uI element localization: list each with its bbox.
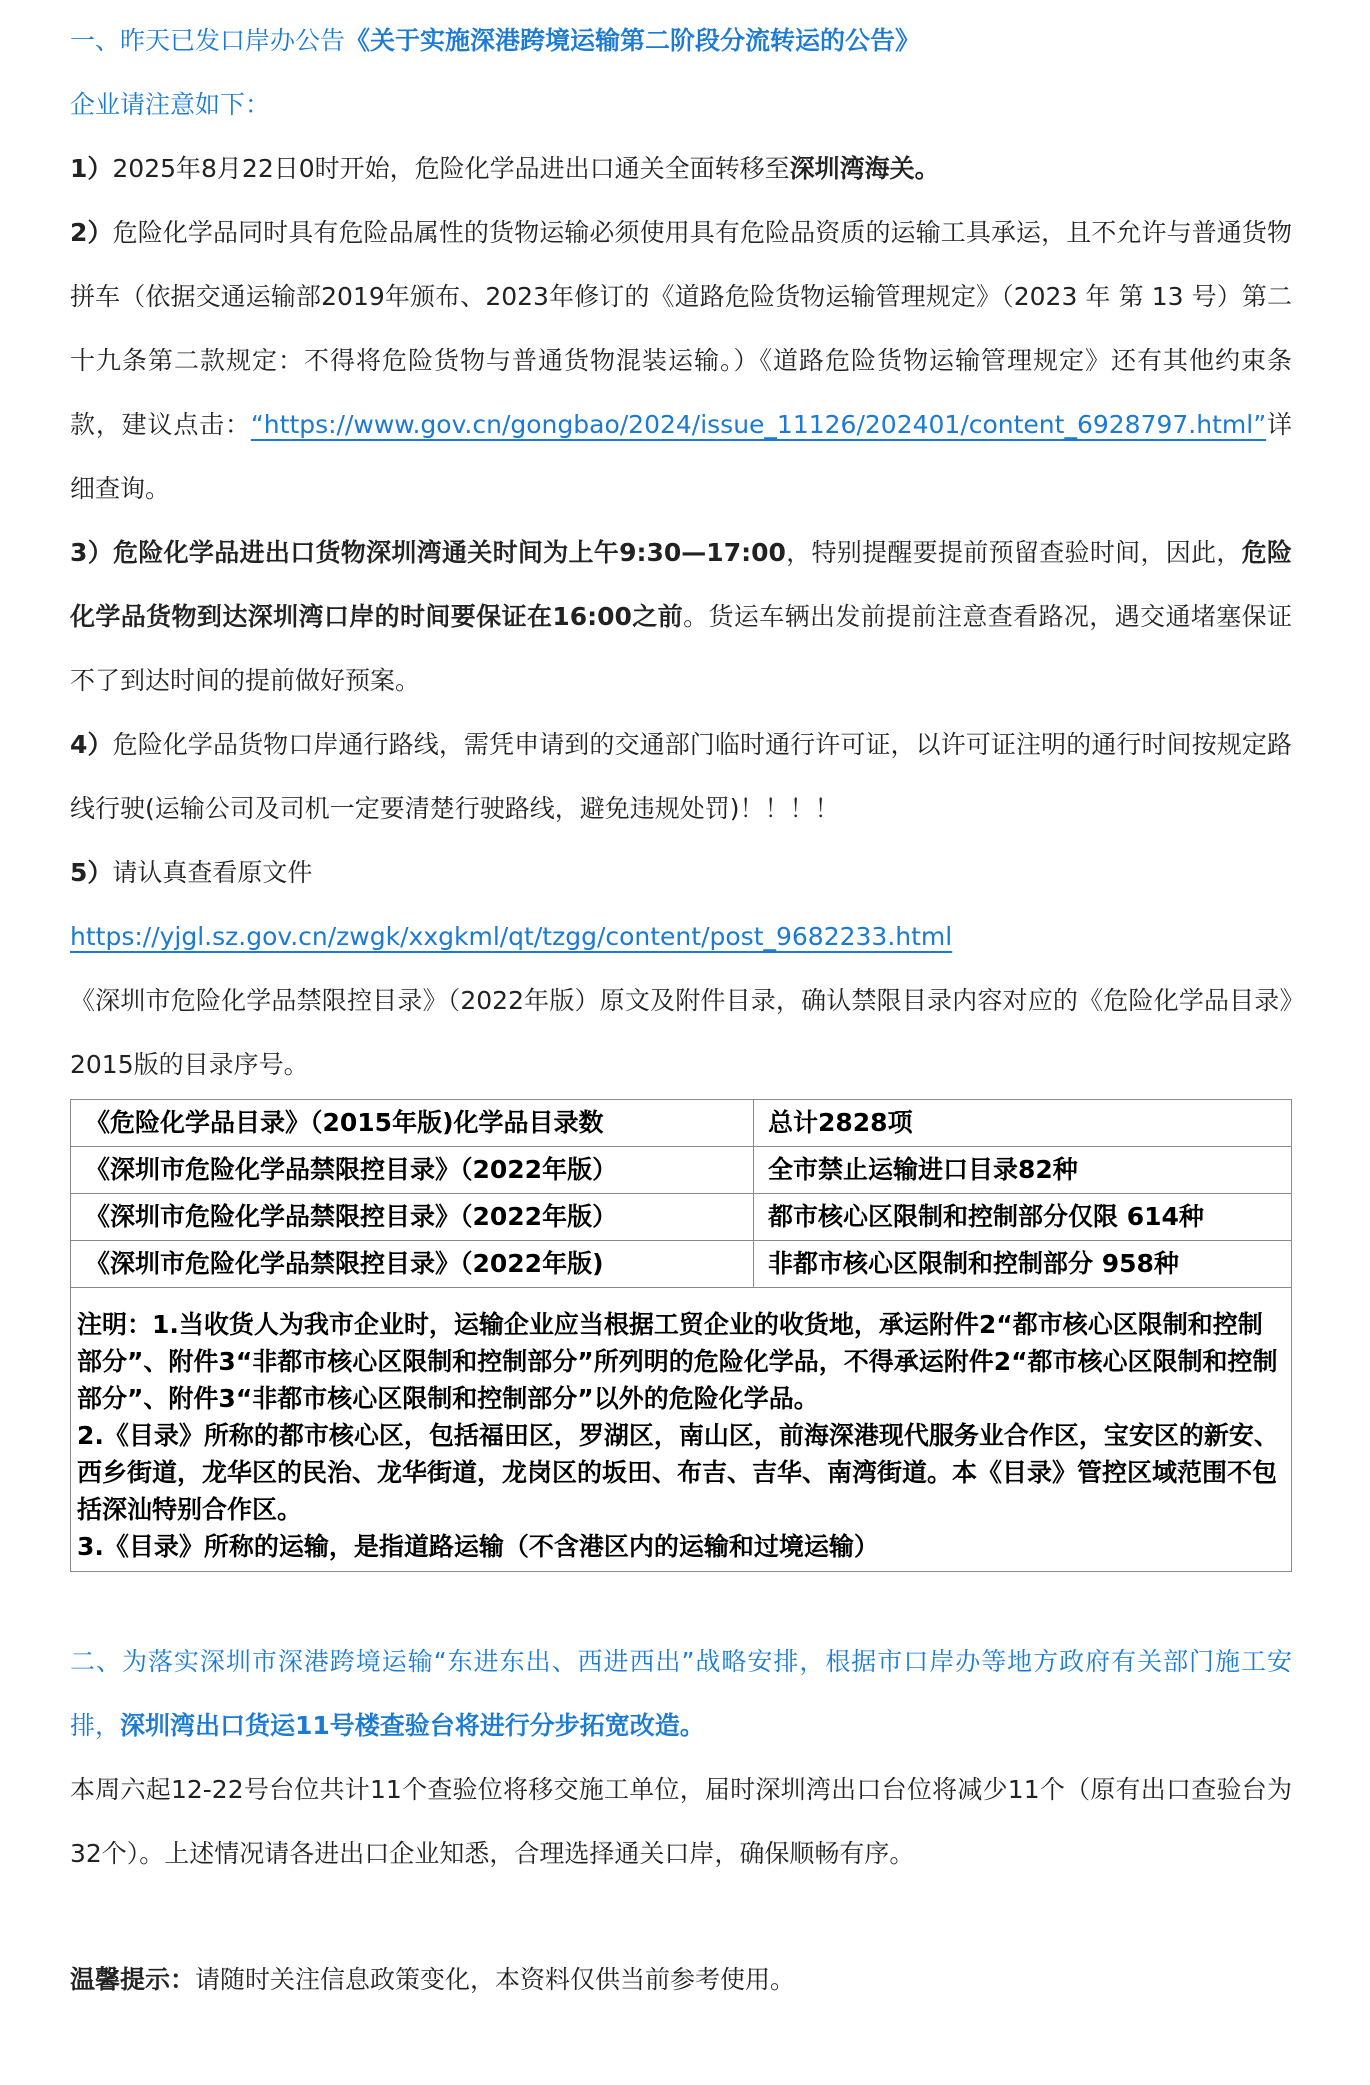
section1-heading-prefix: 一、昨天已发口岸办公告	[70, 26, 346, 55]
item-2-text: 危险化学品同时具有危险品属性的货物运输必须使用具有危险品资质的运输工具承运，且不允许与普通货物拼车（依据交通运输部2019年颁布、2023年修订的《道路危险货物运输管理规定》（2023 年 第 13 号）第二十九条第二款规定：不得将危险货物与普通货物混装运输。）《道路危险货物运输管理规定》还有其他约束条款，建议点击：	[70, 218, 1292, 439]
tip	[70, 1948, 1292, 2012]
item-4-number: 4）	[70, 730, 113, 759]
item-5-text: 请认真查看原文件	[112, 858, 313, 887]
section1-intro: 企业请注意如下：	[70, 90, 271, 119]
item-2-number: 2）	[70, 218, 113, 247]
item-5-link-line	[70, 905, 1292, 969]
section2-heading	[70, 1630, 1292, 1758]
item-4	[70, 713, 1292, 841]
section1-heading-title: 《关于实施深港跨境运输第二阶段分流转运的公告》	[345, 26, 921, 55]
table-cell-value: 非都市核心区限制和控制部分 958种	[754, 1241, 1292, 1288]
table-note-row	[71, 1288, 1292, 1572]
table-cell-value: 都市核心区限制和控制部分仅限 614种	[754, 1194, 1292, 1241]
section1-heading	[70, 9, 1292, 73]
item-5	[70, 841, 1292, 905]
item-3-text-a: ，特别提醒要提前预留查验时间，因此，	[785, 538, 1242, 567]
catalog-table-wrap	[70, 1099, 1292, 1572]
section2-heading-bold: 深圳湾出口货运11号楼查验台将进行分步拓宽改造。	[120, 1711, 705, 1740]
table-note	[71, 1288, 1292, 1572]
table-row	[71, 1100, 1292, 1147]
section2-body: 本周六起12-22号台位共计11个查验位将移交施工单位，届时深圳湾出口台位将减少11个（原有出口查验台为32个）。上述情况请各进出口企业知悉，合理选择通关口岸，确保顺畅有序。	[70, 1775, 1292, 1868]
table-row	[71, 1147, 1292, 1194]
catalog-table	[70, 1099, 1292, 1572]
item-1-bold: 深圳湾海关。	[789, 154, 940, 183]
item-3	[70, 521, 1292, 713]
item-3-text-b: 。货运车辆出发前提前注意查看路况，遇交通堵塞保证不了到达时间的提前做好预案。	[70, 602, 1292, 695]
table-note-3: 3.《目录》所称的运输，是指道路运输（不含港区内的运输和过境运输）	[77, 1532, 879, 1561]
table-note-2: 2.《目录》所称的都市核心区，包括福田区，罗湖区，南山区，前海深港现代服务业合作区，宝安区的新安、西乡街道，龙华区的民治、龙华街道，龙岗区的坂田、布吉、吉华、南湾街道。本《目录》管控区域范围不包括深汕特别合作区。	[77, 1421, 1279, 1524]
item-5-link[interactable]: https://yjgl.sz.gov.cn/zwgk/xxgkml/qt/tzgg/content/post_9682233.html	[70, 922, 953, 951]
table-note-1: 注明：1.当收货人为我市企业时，运输企业应当根据工贸企业的收货地，承运附件2“都市核心区限制和控制部分”、附件3“非都市核心区限制和控制部分”所列明的危险化学品，不得承运附件2“都市核心区限制和控制部分”、附件3“非都市核心区限制和控制部分”以外的危险化学品。	[77, 1310, 1278, 1413]
table-cell-name: 《深圳市危险化学品禁限控目录》（2022年版）	[71, 1147, 754, 1194]
tip-text: 请随时关注信息政策变化，本资料仅供当前参考使用。	[195, 1965, 796, 1994]
section2-heading-text: 二、为落实深圳市深港跨境运输“东进东出、西进西出”战略安排，根据市口岸办等地方政府有关部门施工安排，	[70, 1647, 1292, 1740]
table-cell-value: 全市禁止运输进口目录82种	[754, 1147, 1292, 1194]
item-5-number: 5）	[70, 858, 113, 887]
item-1-number: 1）	[70, 154, 113, 183]
item-2-link[interactable]: “https://www.gov.cn/gongbao/2024/issue_11126/202401/content_6928797.html”	[250, 410, 1267, 439]
item-5-after: 《深圳市危险化学品禁限控目录》（2022年版）原文及附件目录，确认禁限目录内容对应的《危险化学品目录》2015版的目录序号。	[70, 986, 1292, 1079]
item-1-text: 2025年8月22日0时开始，危险化学品进出口通关全面转移至	[112, 154, 790, 183]
table-cell-name: 《深圳市危险化学品禁限控目录》（2022年版)	[71, 1241, 754, 1288]
table-row	[71, 1241, 1292, 1288]
item-3-bold-a: 危险化学品进出口货物深圳湾通关时间为上午9:30—17:00	[113, 538, 786, 567]
item-1	[70, 137, 1292, 201]
item-2-tail: 详细查询。	[70, 410, 1292, 503]
table-row	[71, 1194, 1292, 1241]
notice-document	[70, 0, 1292, 2012]
tip-label: 温馨提示：	[70, 1965, 196, 1994]
table-cell-name: 《危险化学品目录》（2015年版)化学品目录数	[71, 1100, 754, 1147]
item-2	[70, 201, 1292, 521]
table-cell-name: 《深圳市危险化学品禁限控目录》（2022年版）	[71, 1194, 754, 1241]
item-3-bold-b: 危险化学品货物到达深圳湾口岸的时间要保证在16:00之前	[70, 538, 1292, 631]
table-cell-value: 总计2828项	[754, 1100, 1292, 1147]
item-4-text: 危险化学品货物口岸通行路线，需凭申请到的交通部门临时通行许可证，以许可证注明的通行时间按规定路线行驶(运输公司及司机一定要清楚行驶路线，避免违规处罚)！！！！	[70, 730, 1292, 823]
item-3-number: 3）	[70, 538, 114, 567]
